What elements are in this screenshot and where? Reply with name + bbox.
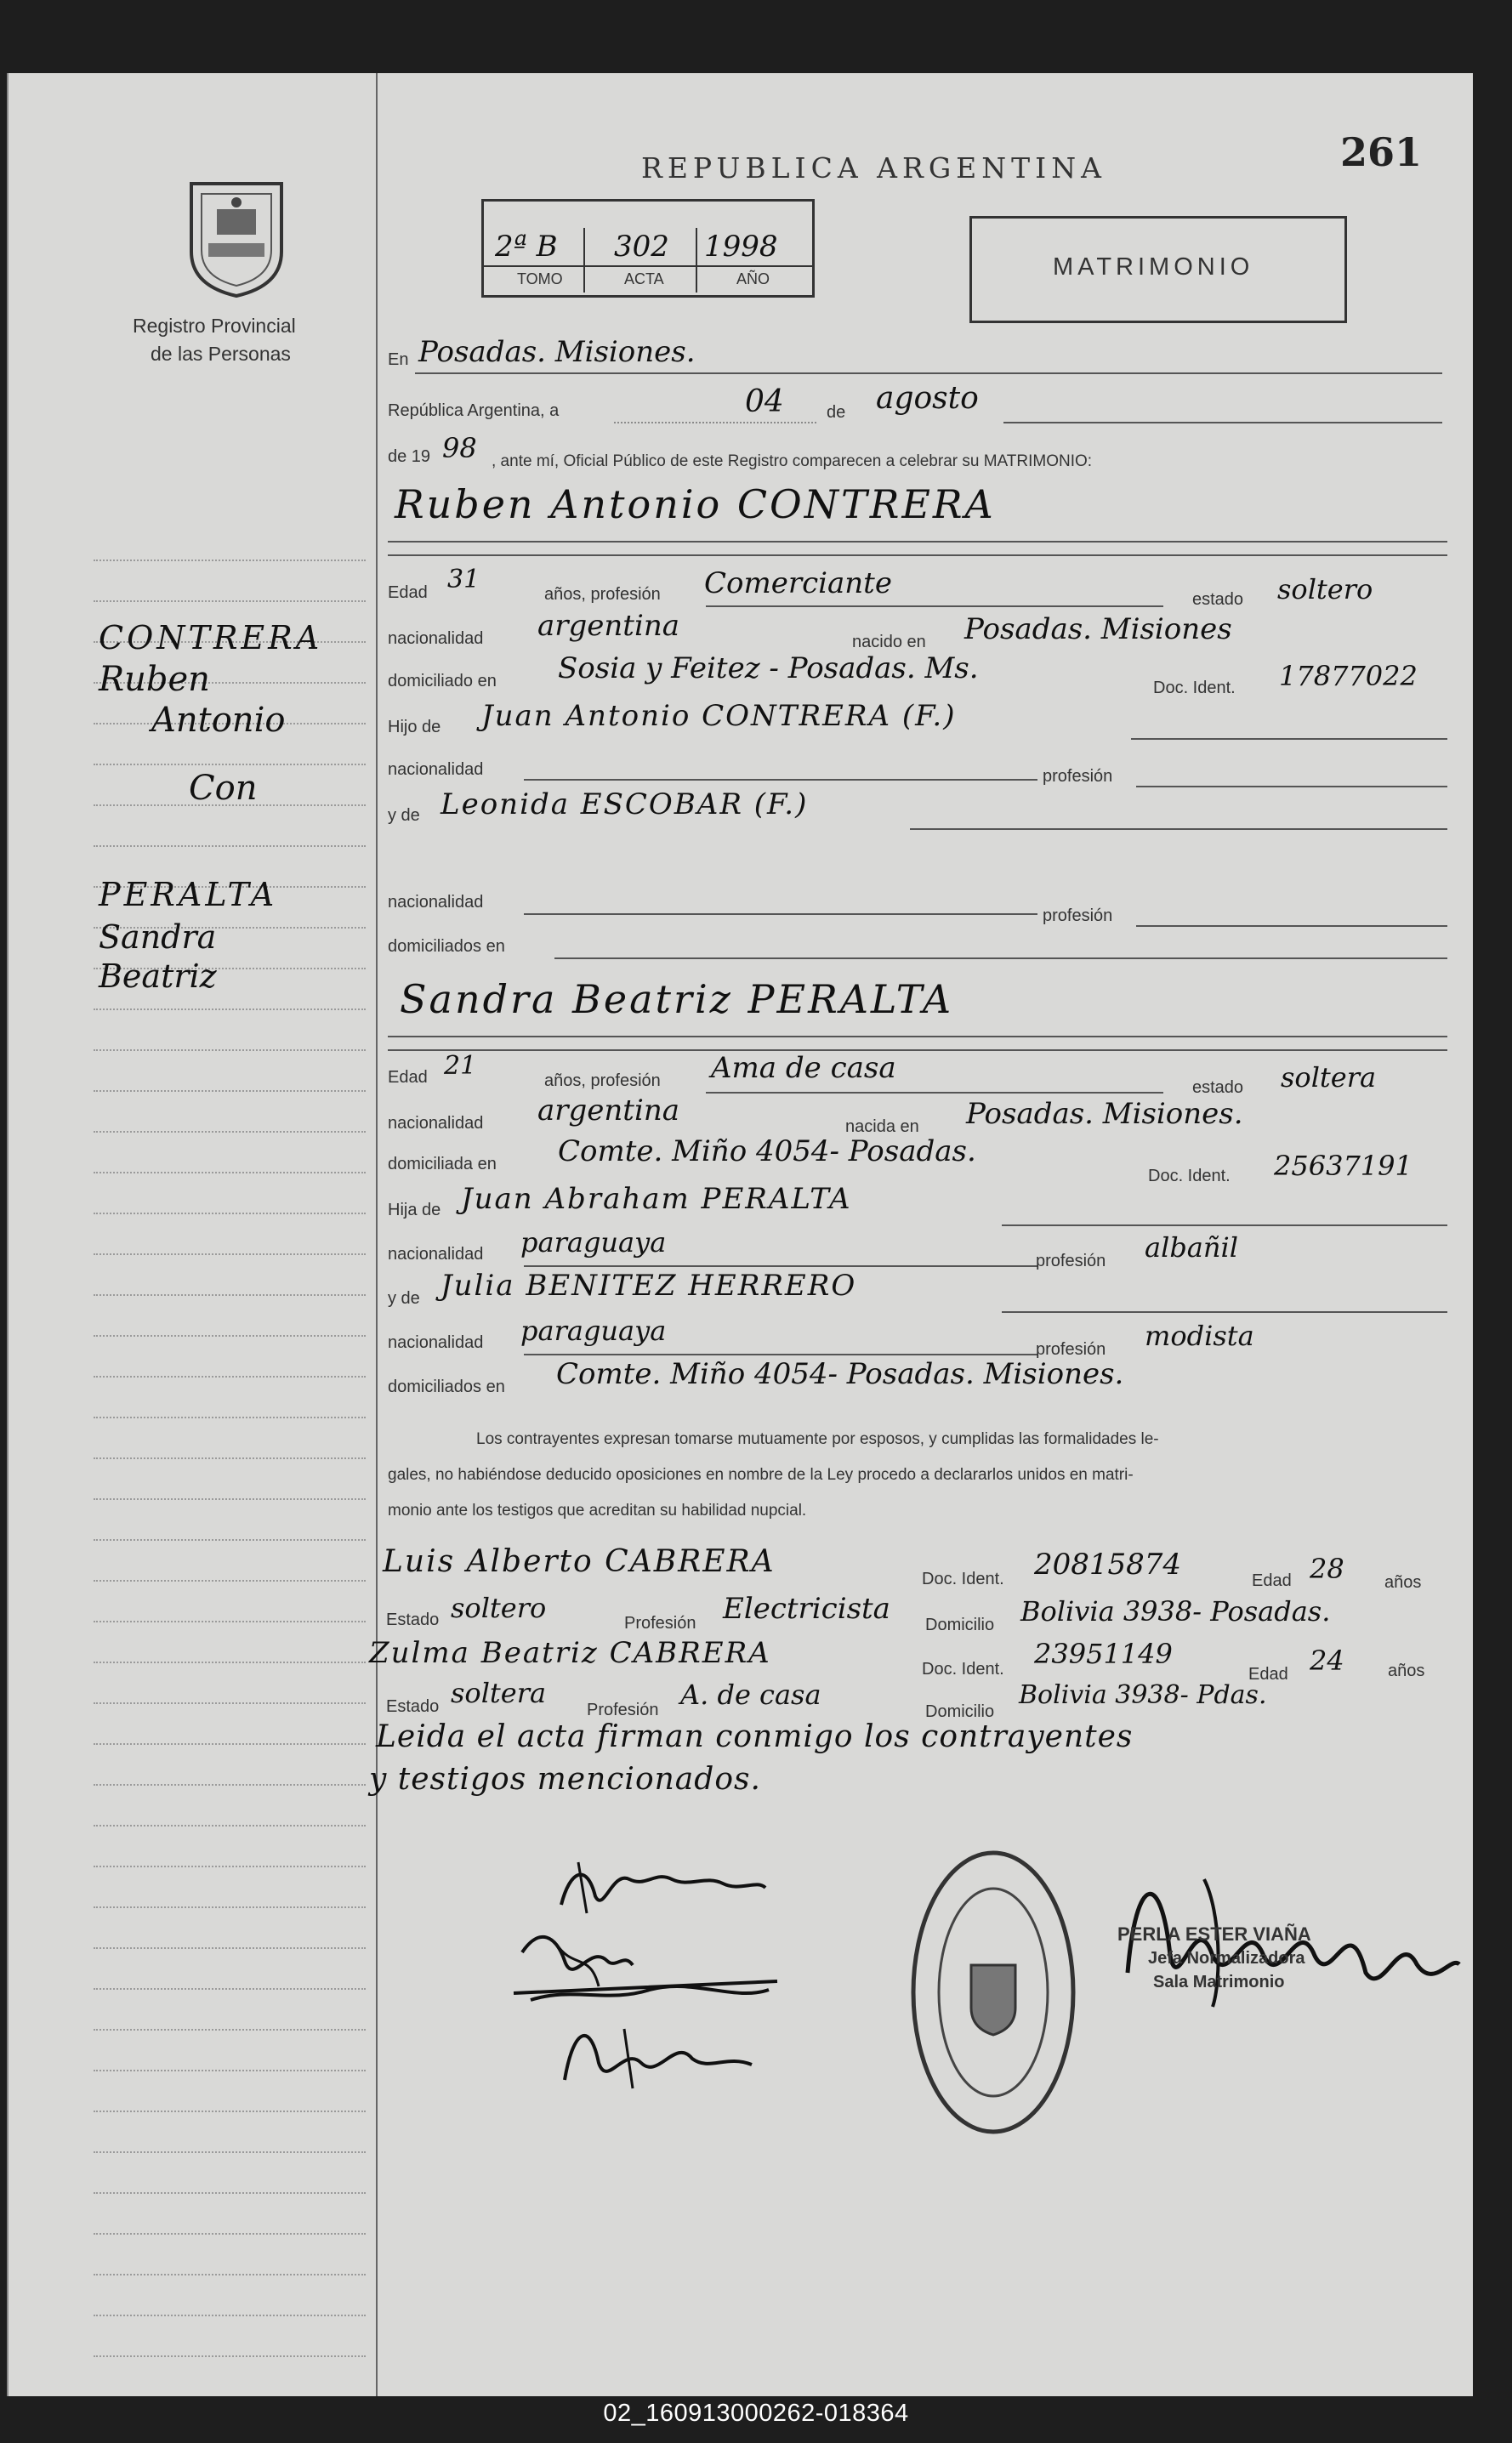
groom-mother-profesion-label: profesión	[1043, 906, 1113, 925]
margin-ruled-line	[94, 1090, 366, 1092]
tomo-value: 2ª B	[495, 230, 558, 264]
witness1-profession: Electricista	[723, 1592, 890, 1626]
margin-ruled-line	[94, 1172, 366, 1173]
margin-ruled-line	[94, 1335, 366, 1337]
groom-yde-label: y de	[388, 806, 420, 825]
groom-full-name: Ruben Antonio CONTRERA	[395, 481, 996, 527]
margin-ruled-line	[94, 1213, 366, 1214]
bride-father-profesion-label: profesión	[1036, 1252, 1106, 1270]
bride-domiciliados-label: domiciliados en	[388, 1378, 505, 1396]
groom-nacido-label: nacido en	[852, 633, 926, 651]
acta-label: ACTA	[624, 270, 664, 287]
margin-ruled-line	[94, 1539, 366, 1541]
groom-estado-label: estado	[1192, 590, 1244, 609]
margin-ruled-line	[94, 1580, 366, 1582]
bride-civil-status: soltera	[1281, 1061, 1377, 1094]
bride-father: Juan Abraham PERALTA	[461, 1182, 852, 1216]
margin-ruled-line	[94, 1498, 366, 1500]
bride-mother-nacionalidad-label: nacionalidad	[388, 1333, 484, 1352]
margin-ruled-line	[94, 1784, 366, 1786]
groom-father-nacionalidad-label: nacionalidad	[388, 760, 484, 779]
margin-ruled-line	[94, 2151, 366, 2153]
witness2-age: 24	[1310, 1645, 1344, 1677]
witness2-edad-label: Edad	[1248, 1665, 1288, 1684]
groom-domiciliados-label: domiciliados en	[388, 937, 505, 956]
groom-mother-nacionalidad-label: nacionalidad	[388, 893, 484, 912]
witness2-estado-label: Estado	[386, 1697, 440, 1716]
witness1-age: 28	[1310, 1553, 1344, 1585]
marriage-month: agosto	[876, 381, 979, 416]
year-prefix: de 19	[388, 447, 431, 466]
groom-domiciliado-label: domiciliado en	[388, 672, 497, 690]
margin-ruled-line	[94, 845, 366, 847]
groom-hijo-label: Hijo de	[388, 718, 441, 736]
witness1-edad-label: Edad	[1252, 1571, 1292, 1590]
bride-profession: Ama de casa	[711, 1051, 896, 1085]
bride-mother-profesion-label: profesión	[1036, 1340, 1106, 1359]
marriage-day: 04	[745, 384, 784, 419]
groom-doc-number: 17877022	[1279, 660, 1418, 692]
margin-groom-middle-name: Antonio	[151, 701, 286, 740]
groom-edad-label: Edad	[388, 583, 428, 602]
bride-doc-label: Doc. Ident.	[1148, 1167, 1231, 1185]
bride-father-nacionalidad-label: nacionalidad	[388, 1245, 484, 1264]
bride-mother: Julia BENITEZ HERRERO	[441, 1269, 857, 1303]
bride-father-profession: albañil	[1145, 1231, 1238, 1264]
bride-father-nationality: paraguaya	[520, 1226, 667, 1258]
witness1-name: Luis Alberto CABRERA	[383, 1544, 776, 1579]
witness1-profesion-label: Profesión	[624, 1614, 696, 1633]
closing-line2: y testigos mencionados.	[369, 1762, 761, 1797]
groom-nacionalidad-label: nacionalidad	[388, 629, 484, 648]
groom-age: 31	[447, 565, 480, 594]
margin-ruled-line	[94, 1947, 366, 1949]
margin-ruled-line	[94, 2355, 366, 2357]
margin-ruled-line	[94, 764, 366, 765]
margin-ruled-line	[94, 2070, 366, 2071]
country-heading: REPUBLICA ARGENTINA	[641, 151, 1106, 185]
bride-mother-nationality: paraguaya	[520, 1315, 667, 1347]
bride-full-name: Sandra Beatriz PERALTA	[400, 976, 954, 1022]
groom-father: Juan Antonio CONTRERA (F.)	[481, 699, 957, 733]
margin-ruled-line	[94, 600, 366, 602]
marriage-place: Posadas. Misiones.	[418, 335, 696, 369]
margin-ruled-line	[94, 1662, 366, 1663]
witness2-profesion-label: Profesión	[587, 1701, 659, 1719]
margin-ruled-line	[94, 2111, 366, 2112]
witness1-domicilio-label: Domicilio	[925, 1616, 995, 1634]
margin-groom-surname: CONTRERA	[99, 619, 323, 656]
closing-line1: Leida el acta firman conmigo los contrayentes	[376, 1719, 1134, 1754]
groom-profession: Comerciante	[704, 566, 892, 600]
witness2-address: Bolivia 3938- Pdas.	[1019, 1680, 1267, 1710]
de-label: de	[827, 403, 846, 422]
groom-civil-status: soltero	[1277, 573, 1373, 605]
witness2-profession: A. de casa	[680, 1679, 821, 1711]
bride-birthplace: Posadas. Misiones.	[966, 1097, 1243, 1131]
bride-domiciliada-label: domiciliada en	[388, 1155, 497, 1173]
margin-ruled-line	[94, 1866, 366, 1867]
bride-age: 21	[444, 1051, 477, 1081]
groom-address: Sosia y Feitez - Posadas. Ms.	[558, 651, 979, 685]
witness1-doc-number: 20815874	[1034, 1548, 1182, 1582]
margin-groom-first-name: Ruben	[99, 660, 210, 699]
groom-doc-label: Doc. Ident.	[1153, 679, 1236, 697]
margin-ruled-line	[94, 1457, 366, 1459]
witness2-civil-status: soltera	[451, 1677, 547, 1709]
margin-ruled-line	[94, 2274, 366, 2275]
margin-bride-surname: PERALTA	[99, 876, 278, 913]
witness2-domicilio-label: Domicilio	[925, 1702, 995, 1721]
signature-bride	[553, 1854, 774, 1922]
margin-ruled-line	[94, 1294, 366, 1296]
bride-nacida-label: nacida en	[845, 1117, 919, 1136]
margin-ruled-line	[94, 1988, 366, 1990]
ano-label: AÑO	[736, 270, 770, 287]
acta-value: 302	[614, 230, 669, 264]
margin-ruled-line	[94, 1743, 366, 1745]
witness2-anos-label: años	[1388, 1662, 1425, 1680]
groom-birthplace: Posadas. Misiones	[964, 612, 1232, 646]
bride-hija-label: Hija de	[388, 1201, 441, 1219]
bride-anos-profesion-label: años, profesión	[544, 1071, 661, 1090]
margin-ruled-line	[94, 1131, 366, 1133]
margin-ruled-line	[94, 1621, 366, 1622]
bride-estado-label: estado	[1192, 1078, 1244, 1097]
signature-groom	[505, 1918, 786, 2012]
official-title: Jefa Normalizadora	[1148, 1949, 1305, 1968]
groom-mother: Leonida ESCOBAR (F.)	[441, 787, 809, 821]
registry-name-line1: Registro Provincial	[133, 315, 296, 337]
margin-ruled-line	[94, 1417, 366, 1418]
registry-name-line2: de las Personas	[151, 343, 291, 365]
margin-ruled-line	[94, 1253, 366, 1255]
record-type: MATRIMONIO	[1053, 253, 1254, 281]
witness2-doc-number: 23951149	[1034, 1638, 1173, 1670]
declaration-line1: Los contrayentes expresan tomarse mutuamente por esposos, y cumplidas las formalidades le-	[476, 1430, 1159, 1448]
register-page	[7, 73, 1473, 2396]
witness1-civil-status: soltero	[451, 1592, 547, 1624]
margin-ruled-line	[94, 1008, 366, 1010]
page-number: 261	[1340, 129, 1423, 175]
official-name: PERLA ESTER VIAÑA	[1117, 1923, 1311, 1945]
republica-label: República Argentina, a	[388, 401, 560, 420]
groom-anos-profesion-label: años, profesión	[544, 585, 661, 604]
en-label: En	[388, 350, 409, 369]
groom-nationality: argentina	[537, 609, 680, 643]
margin-ruled-line	[94, 2192, 366, 2194]
official-stamp-icon	[908, 1846, 1078, 2139]
margin-ruled-line	[94, 1825, 366, 1827]
ano-value: 1998	[704, 230, 778, 264]
bride-parents-address: Comte. Miño 4054- Posadas. Misiones.	[556, 1357, 1124, 1391]
image-id-caption: 02_160913000262-018364	[603, 2400, 909, 2427]
margin-ruled-line	[94, 1906, 366, 1908]
signature-witness	[548, 2012, 769, 2097]
bride-nacionalidad-label: nacionalidad	[388, 1114, 484, 1133]
margin-ruled-line	[94, 1049, 366, 1051]
tomo-label: TOMO	[517, 270, 563, 287]
margin-ruled-line	[94, 560, 366, 561]
margin-ruled-line	[94, 1702, 366, 1704]
margin-ruled-line	[94, 1376, 366, 1378]
ante-text: , ante mí, Oficial Público de este Registro comparecen a celebrar su MATRIMONIO:	[492, 452, 1093, 470]
groom-father-profesion-label: profesión	[1043, 767, 1113, 786]
witness1-address: Bolivia 3938- Posadas.	[1020, 1595, 1331, 1628]
witness1-doc-label: Doc. Ident.	[922, 1570, 1004, 1588]
margin-connector: Con	[189, 769, 258, 808]
witness2-name: Zulma Beatriz CABRERA	[369, 1636, 771, 1670]
bride-nationality: argentina	[537, 1094, 680, 1128]
margin-divider	[376, 73, 378, 2396]
marriage-year-suffix: 98	[442, 432, 477, 464]
bride-doc-number: 25637191	[1274, 1150, 1413, 1182]
official-office: Sala Matrimonio	[1153, 1973, 1285, 1991]
margin-ruled-line	[94, 2315, 366, 2316]
bride-yde-label: y de	[388, 1289, 420, 1308]
margin-ruled-line	[94, 2233, 366, 2235]
witness1-estado-label: Estado	[386, 1611, 440, 1629]
margin-bride-first-name: Sandra	[99, 918, 217, 956]
margin-ruled-line	[94, 2029, 366, 2031]
declaration-line3: monio ante los testigos que acreditan su habilidad nupcial.	[388, 1502, 807, 1520]
provincial-emblem-icon	[183, 175, 290, 299]
bride-mother-profession: modista	[1145, 1320, 1254, 1352]
witness1-anos-label: años	[1384, 1573, 1422, 1592]
bride-address: Comte. Miño 4054- Posadas.	[558, 1134, 976, 1168]
witness2-doc-label: Doc. Ident.	[922, 1660, 1004, 1679]
bride-edad-label: Edad	[388, 1068, 428, 1087]
declaration-line2: gales, no habiéndose deducido oposiciones en nombre de la Ley procedo a declararlos unidos en matri-	[388, 1466, 1134, 1484]
margin-bride-middle-name: Beatriz	[99, 957, 217, 995]
